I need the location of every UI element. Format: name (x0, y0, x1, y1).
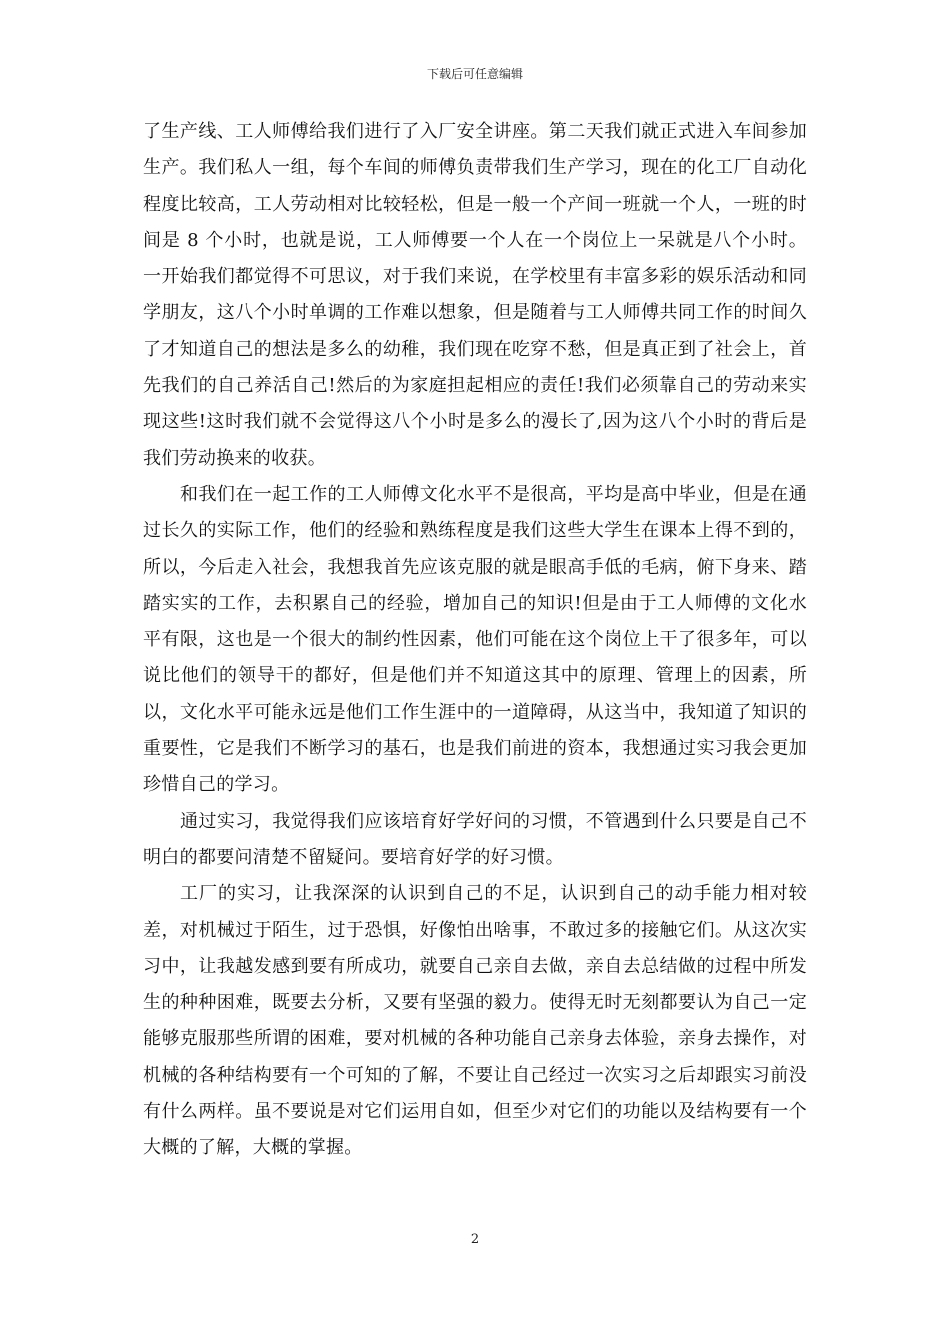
paragraph-1: 了生产线、工人师傅给我们进行了入厂安全讲座。第二天我们就正式进入车间参加生产。我们私人一组，每个车间的师傅负责带我们生产学习，现在的化工厂自动化程度比较高，工人劳动相对比较轻松，但是一般一个产间一班就一个人，一班的时间是 8 个小时，也就是说，工人师傅要一个人在一个岗位上一呆就是八个小时。一开始我们都觉得不可思议，对于我们来说，在学校里有丰富多彩的娱乐活动和同学朋友，这八个小时单调的工作难以想象，但是随着与工人师傅共同工作的时间久了才知道自己的想法是多么的幼稚，我们现在吃穿不愁，但是真正到了社会上，首先我们的自己养活自己!然后的为家庭担起相应的责任!我们必须靠自己的劳动来实现这些!这时我们就不会觉得这八个小时是多么的漫长了,因为这八个小时的背后是我们劳动换来的收获。 (143, 121, 807, 469)
page-number: 2 (470, 1232, 480, 1247)
paragraph-3: 通过实习，我觉得我们应该培育好学好问的习惯，不管遇到什么只要是自己不明白的都要问清楚不留疑问。要培育好学的好习惯。 (143, 810, 807, 868)
paragraph-2: 和我们在一起工作的工人师傅文化水平不是很高，平均是高中毕业，但是在通过长久的实际工作，他们的经验和熟练程度是我们这些大学生在课本上得不到的，所以，今后走入社会，我想我首先应该克服的就是眼高手低的毛病，俯下身来、踏踏实实的工作，去积累自己的经验，增加自己的知识!但是由于工人师傅的文化水平有限，这也是一个很大的制约性因素，他们可能在这个岗位上干了很多年，可以说比他们的领导干的都好，但是他们并不知道这其中的原理、管理上的因素，所以，文化水平可能永远是他们工作生涯中的一道障碍，从这当中，我知道了知识的重要性，它是我们不断学习的基石，也是我们前进的资本，我想通过实习我会更加珍惜自己的学习。 (143, 483, 807, 796)
document-body (143, 114, 807, 1167)
page-header: 下载后可任意编辑 (426, 67, 523, 81)
paragraph-4: 工厂的实习，让我深深的认识到自己的不足，认识到自己的动手能力相对较差，对机械过于陌生，过于恐惧，好像怕出啥事，不敢过多的接触它们。从这次实习中，让我越发感到要有所成功，就要自己亲自去做，亲自去总结做的过程中所发生的种种困难，既要去分析，又要有坚强的毅力。使得无时无刻都要认为自己一定能够克服那些所谓的困难，要对机械的各种功能自己亲身去体验，亲身去操作，对机械的各种结构要有一个可知的了解，不要让自己经过一次实习之后却跟实习前没有什么两样。虽不要说是对它们运用自如，但至少对它们的功能以及结构要有一个大概的了解，大概的掌握。 (143, 883, 807, 1159)
